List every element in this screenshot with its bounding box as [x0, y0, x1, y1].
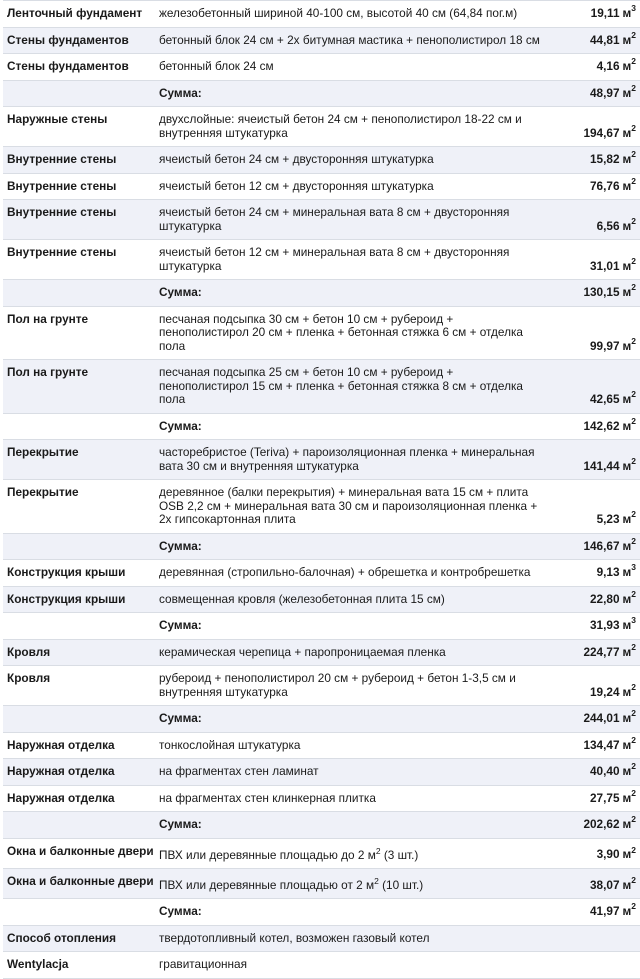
value-exponent: 2	[631, 415, 636, 426]
description-cell: песчаная подсыпка 30 см + бетон 10 см + рубероид + пенополистирол 20 см + пленка + бетонная стяжка 6 см + отделка пола	[153, 306, 548, 360]
element-name-cell: Wentylacja	[3, 952, 153, 979]
value-unit: м	[622, 512, 632, 526]
value-exponent: 3	[631, 562, 636, 573]
table-row	[3, 147, 640, 174]
value-cell	[548, 360, 640, 414]
value-unit: м	[622, 338, 632, 353]
description-cell: бетонный блок 24 см + 2х битумная мастика + пенополистирол 18 см	[153, 27, 548, 54]
element-name-cell: Пол на грунте	[3, 360, 153, 414]
table-row	[3, 440, 640, 480]
table-row	[3, 560, 640, 587]
value-number: 224,77	[583, 644, 620, 659]
sum-label-cell: Сумма:	[153, 613, 548, 640]
value-exponent: 2	[631, 814, 636, 825]
value-unit: м	[622, 684, 632, 699]
table-row	[3, 107, 640, 147]
element-name-cell: Внутренние стены	[3, 173, 153, 200]
value-exponent: 2	[631, 734, 636, 745]
value-exponent: 2	[631, 82, 636, 93]
description-cell: песчаная подсыпка 25 см + бетон 10 см + рубероид + пенополистирол 15 см + пленка + бетонная стяжка 8 см + отделка пола	[153, 360, 548, 414]
table-row	[3, 838, 640, 868]
element-name-cell: Окна и балконные двери	[3, 868, 153, 898]
table-row	[3, 759, 640, 786]
value-exponent: 2	[631, 708, 636, 719]
value-cell	[548, 533, 640, 560]
table-row	[3, 360, 640, 414]
value-cell	[548, 413, 640, 440]
element-name-cell	[3, 80, 153, 107]
value-unit: м	[622, 178, 632, 193]
sum-row	[3, 706, 640, 733]
description-cell: ячеистый бетон 12 см + минеральная вата 8 см + двусторонняя штукатурка	[153, 240, 548, 280]
value-cell	[548, 838, 640, 868]
value-unit: м	[622, 458, 632, 473]
element-name-cell	[3, 413, 153, 440]
description-cell: ячеистый бетон 24 см + двусторонняя штукатурка	[153, 147, 548, 174]
element-name-cell: Внутренние стены	[3, 240, 153, 280]
value-exponent: 2	[631, 282, 636, 293]
element-name-cell: Наружные стены	[3, 107, 153, 147]
description-cell	[153, 838, 548, 868]
element-name-cell: Внутренние стены	[3, 147, 153, 174]
element-name-cell: Способ отопления	[3, 925, 153, 952]
table-row	[3, 54, 640, 81]
value-exponent: 2	[631, 215, 636, 226]
value-exponent: 2	[631, 641, 636, 652]
element-name-cell: Перекрытие	[3, 480, 153, 534]
element-name-cell	[3, 533, 153, 560]
value-number: 42,65	[590, 392, 620, 406]
value-cell	[548, 925, 640, 952]
description-cell: часторебристое (Teriva) + пароизоляционная пленка + минеральная вата 30 см и внутренняя штукатурка	[153, 440, 548, 480]
value-cell	[548, 306, 640, 360]
value-number: 9,13	[596, 565, 620, 579]
value-number: 6,56	[596, 218, 620, 233]
value-number: 76,76	[590, 178, 620, 193]
description-cell: бетонный блок 24 см	[153, 54, 548, 81]
description-cell: на фрагментах стен ламинат	[153, 759, 548, 786]
value-cell	[548, 173, 640, 200]
value-unit: м	[622, 877, 632, 892]
value-number: 202,62	[583, 817, 620, 831]
value-cell	[548, 812, 640, 839]
description-cell: керамическая черепица + паропроницаемая пленка	[153, 639, 548, 666]
table-row	[3, 732, 640, 759]
value-unit: м	[622, 618, 632, 632]
value-number: 31,01	[590, 258, 620, 273]
element-name-cell: Наружная отделка	[3, 785, 153, 812]
value-number: 38,07	[590, 877, 620, 892]
value-cell	[548, 54, 640, 81]
value-number: 31,93	[590, 618, 620, 632]
description-text: ПВХ или деревянные площадью от 2 м	[159, 877, 375, 892]
value-exponent: 2	[631, 901, 636, 912]
value-cell	[548, 200, 640, 240]
description-cell: твердотопливный котел, возможен газовый котел	[153, 925, 548, 952]
value-unit: м	[622, 711, 632, 725]
description-exponent: 2	[374, 875, 379, 886]
table-row	[3, 925, 640, 952]
table-row	[3, 240, 640, 280]
value-unit: м	[622, 125, 632, 140]
value-number: 27,75	[590, 790, 620, 805]
value-cell	[548, 613, 640, 640]
description-cell: ячеистый бетон 12 см + двусторонняя штукатурка	[153, 173, 548, 200]
value-number: 15,82	[590, 152, 620, 166]
value-number: 130,15	[583, 285, 620, 299]
value-unit: м	[622, 904, 632, 919]
element-name-cell: Конструкция крыши	[3, 560, 153, 587]
value-cell	[548, 639, 640, 666]
sum-label-cell: Сумма:	[153, 899, 548, 926]
value-cell	[548, 27, 640, 54]
sum-label-cell: Сумма:	[153, 280, 548, 307]
value-number: 4,16	[596, 59, 620, 73]
value-cell	[548, 440, 640, 480]
table-row	[3, 27, 640, 54]
table-row	[3, 785, 640, 812]
value-unit: м	[622, 258, 632, 273]
value-number: 134,47	[583, 737, 620, 752]
sum-label-cell: Сумма:	[153, 706, 548, 733]
value-exponent: 2	[631, 389, 636, 400]
table-row	[3, 952, 640, 979]
element-name-cell: Ленточный фундамент	[3, 1, 153, 28]
value-number: 48,97	[590, 85, 620, 100]
description-cell: ячеистый бетон 24 см + минеральная вата 8 см + двусторонняя штукатурка	[153, 200, 548, 240]
value-cell	[548, 147, 640, 174]
description-cell: деревянная (стропильно-балочная) + обрешетка и контробрешетка	[153, 560, 548, 587]
value-unit: м	[622, 32, 632, 47]
value-exponent: 2	[631, 335, 636, 346]
value-exponent: 2	[631, 535, 636, 546]
value-cell	[548, 868, 640, 898]
value-cell	[548, 80, 640, 107]
value-exponent: 2	[631, 787, 636, 798]
value-exponent: 2	[631, 874, 636, 885]
value-unit: м	[622, 644, 632, 659]
value-number: 44,81	[590, 32, 620, 47]
description-cell: рубероид + пенополистирол 20 см + рубероид + бетон 1-3,5 см и внутренняя штукатурка	[153, 666, 548, 706]
description-text: ПВХ или деревянные площадью до 2 м	[159, 847, 376, 862]
value-cell	[548, 899, 640, 926]
element-name-cell: Кровля	[3, 639, 153, 666]
element-name-cell: Пол на грунте	[3, 306, 153, 360]
value-unit: м	[622, 218, 632, 233]
value-unit: м	[622, 392, 632, 406]
value-cell	[548, 1, 640, 28]
sum-row	[3, 812, 640, 839]
specification-table	[3, 0, 640, 979]
element-name-cell	[3, 280, 153, 307]
value-unit: м	[622, 847, 632, 862]
value-exponent: 3	[631, 615, 636, 626]
element-name-cell	[3, 812, 153, 839]
value-exponent: 2	[631, 255, 636, 266]
value-cell	[548, 732, 640, 759]
value-unit: м	[622, 59, 632, 73]
value-exponent: 2	[631, 844, 636, 855]
table-row	[3, 200, 640, 240]
table-row	[3, 586, 640, 613]
value-exponent: 2	[631, 588, 636, 599]
sum-label-cell: Сумма:	[153, 533, 548, 560]
table-row	[3, 173, 640, 200]
element-name-cell: Наружная отделка	[3, 732, 153, 759]
description-cell: железобетонный шириной 40-100 см, высотой 40 см (64,84 пог.м)	[153, 1, 548, 28]
sum-row	[3, 280, 640, 307]
value-unit: м	[622, 6, 632, 20]
value-unit: м	[622, 418, 632, 433]
sum-row	[3, 413, 640, 440]
value-exponent: 2	[631, 149, 636, 160]
value-exponent: 2	[631, 761, 636, 772]
description-exponent: 2	[375, 845, 381, 856]
description-cell: двухслойные: ячеистый бетон 24 см + пенополистирол 18-22 см и внутренняя штукатурка	[153, 107, 548, 147]
description-cell: тонкослойная штукатурка	[153, 732, 548, 759]
value-number: 5,23	[596, 512, 620, 526]
element-name-cell: Кровля	[3, 666, 153, 706]
description-tail: (3 шт.)	[380, 847, 419, 862]
value-exponent: 2	[631, 681, 636, 692]
value-number: 146,67	[583, 538, 620, 553]
value-number: 41,97	[590, 904, 620, 919]
value-unit: м	[622, 538, 632, 553]
value-number: 194,67	[583, 125, 620, 140]
element-name-cell	[3, 706, 153, 733]
value-exponent: 3	[631, 3, 636, 14]
table-row	[3, 639, 640, 666]
value-cell	[548, 785, 640, 812]
sum-label-cell: Сумма:	[153, 80, 548, 107]
value-unit: м	[622, 285, 632, 299]
description-cell	[153, 868, 548, 898]
value-cell	[548, 240, 640, 280]
description-cell: совмещенная кровля (железобетонная плита 15 см)	[153, 586, 548, 613]
element-name-cell: Перекрытие	[3, 440, 153, 480]
value-exponent: 2	[631, 175, 636, 186]
value-number: 40,40	[590, 764, 620, 778]
value-exponent: 2	[631, 122, 636, 133]
element-name-cell	[3, 899, 153, 926]
element-name-cell: Стены фундаментов	[3, 54, 153, 81]
value-unit: м	[622, 817, 632, 831]
description-cell: гравитационная	[153, 952, 548, 979]
value-cell	[548, 706, 640, 733]
value-cell	[548, 480, 640, 534]
value-unit: м	[622, 565, 632, 579]
table-row	[3, 666, 640, 706]
value-unit: м	[622, 764, 632, 778]
value-number: 19,24	[590, 684, 620, 699]
element-name-cell: Конструкция крыши	[3, 586, 153, 613]
value-number: 141,44	[583, 458, 620, 473]
sum-label-cell: Сумма:	[153, 413, 548, 440]
value-number: 244,01	[583, 711, 620, 725]
table-row	[3, 306, 640, 360]
value-exponent: 2	[631, 29, 636, 40]
value-unit: м	[622, 737, 632, 752]
value-cell	[548, 952, 640, 979]
table-row	[3, 1, 640, 28]
sum-row	[3, 613, 640, 640]
value-number: 142,62	[583, 418, 620, 433]
value-cell	[548, 280, 640, 307]
description-cell: деревянное (балки перекрытия) + минеральная вата 15 см + плита OSB 2,2 см + минеральная вата 30 см и пароизоляционная пленка + 2х гипсокартонная плита	[153, 480, 548, 534]
element-name-cell: Внутренние стены	[3, 200, 153, 240]
element-name-cell: Стены фундаментов	[3, 27, 153, 54]
value-number: 19,11	[590, 6, 620, 20]
table-row	[3, 480, 640, 534]
sum-row	[3, 80, 640, 107]
description-tail: (10 шт.)	[378, 877, 424, 892]
value-cell	[548, 586, 640, 613]
element-name-cell	[3, 613, 153, 640]
value-unit: м	[622, 591, 632, 606]
sum-row	[3, 899, 640, 926]
element-name-cell: Окна и балконные двери	[3, 838, 153, 868]
value-cell	[548, 759, 640, 786]
value-cell	[548, 666, 640, 706]
value-number: 99,97	[590, 338, 620, 353]
value-number: 3,90	[596, 847, 620, 862]
value-number: 22,80	[590, 591, 620, 606]
value-cell	[548, 560, 640, 587]
value-unit: м	[622, 85, 632, 100]
sum-row	[3, 533, 640, 560]
element-name-cell: Наружная отделка	[3, 759, 153, 786]
value-unit: м	[622, 152, 632, 166]
specification-table-body	[3, 1, 640, 979]
value-exponent: 2	[631, 509, 636, 520]
value-cell	[548, 107, 640, 147]
sum-label-cell: Сумма:	[153, 812, 548, 839]
table-row	[3, 868, 640, 898]
value-exponent: 2	[631, 56, 636, 67]
description-cell: на фрагментах стен клинкерная плитка	[153, 785, 548, 812]
value-exponent: 2	[631, 455, 636, 466]
value-unit: м	[622, 790, 632, 805]
